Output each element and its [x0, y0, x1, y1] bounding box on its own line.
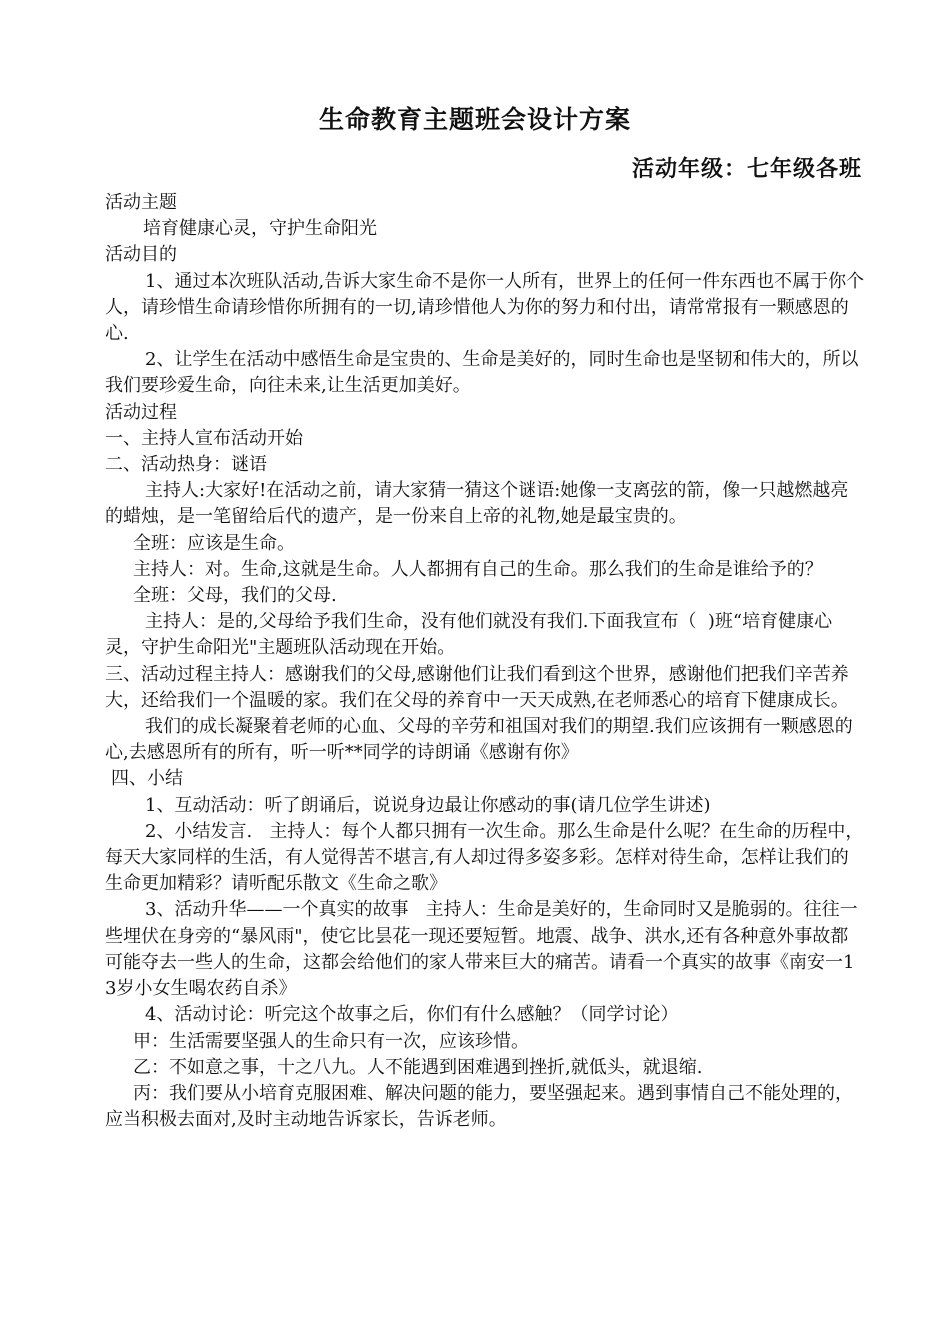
paragraph: 四、小结 — [111, 768, 183, 790]
paragraph: 活动目的 — [105, 244, 177, 266]
paragraph: 主持人:大家好!在活动之前，请大家猜一猜这个谜语:她像一支离弦的箭，像一只越燃越亮的蜡烛，是一笔留给后代的遗产，是一份来自上帝的礼物,她是最宝贵的。 — [105, 480, 849, 528]
paragraph: 全班：父母，我们的父母. — [133, 585, 337, 607]
paragraph: 二、活动热身：谜语 — [105, 454, 267, 476]
paragraph: 我们的成长凝聚着老师的心血、父母的辛劳和祖国对我们的期望.我们应该拥有一颗感恩的心,去感恩所有的所有，听一听**同学的诗朗诵《感谢有你》 — [105, 716, 853, 764]
paragraph: 3、活动升华——一个真实的故事 主持人：生命是美好的，生命同时又是脆弱的。往往一些埋伏在身旁的“暴风雨"，使它比昙花一现还要短暂。地震、战争、洪水,还有各种意外事故都可能夺去一些人的生命，这都会给他们的家人带来巨大的痛苦。请看一个真实的故事《南安一13岁小女生喝农药自杀》 — [105, 899, 858, 1000]
paragraph: 主持人：是的,父母给予我们生命，没有他们就没有我们.下面我宣布（ )班“培育健康心灵，守护生命阳光"主题班队活动现在开始。 — [105, 611, 833, 659]
paragraph: 全班：应该是生命。 — [133, 532, 295, 554]
paragraph: 1、通过本次班队活动,告诉大家生命不是你一人所有，世界上的任何一件东西也不属于你个人，请珍惜生命请珍惜你所拥有的一切,请珍惜他人为你的努力和付出，请常常报有一颗感恩的心. — [105, 270, 865, 345]
activity-grade: 活动年级：七年级各班 — [631, 156, 862, 182]
paragraph: 2、让学生在活动中感悟生命是宝贵的、生命是美好的，同时生命也是坚韧和伟大的，所以我们要珍爱生命，向往未来,让生活更加美好。 — [105, 349, 859, 397]
paragraph: 培育健康心灵，守护生命阳光 — [143, 218, 377, 240]
paragraph: 三、活动过程主持人：感谢我们的父母,感谢他们让我们看到这个世界，感谢他们把我们辛苦养大，还给我们一个温暖的家。我们在父母的养育中一天天成熟,在老师悉心的培育下健康成长。 — [105, 663, 849, 711]
paragraph: 甲：生活需要坚强人的生命只有一次，应该珍惜。 — [133, 1030, 529, 1052]
paragraph: 2、小结发言. 主持人：每个人都只拥有一次生命。那么生命是什么呢？在生命的历程中，每天大家同样的生活，有人觉得苦不堪言,有人却过得多姿多彩。怎样对待生命，怎样让我们的生命更加精彩？请听配乐散文《生命之歌》 — [105, 820, 864, 895]
paragraph: 活动主题 — [105, 192, 177, 213]
document-body — [105, 190, 865, 1133]
paragraph: 一、主持人宣布活动开始 — [105, 427, 303, 449]
paragraph: 活动过程 — [105, 401, 177, 423]
paragraph: 乙：不如意之事，十之八九。人不能遇到困难遇到挫折,就低头，就退缩. — [133, 1056, 703, 1078]
paragraph: 4、活动讨论：听完这个故事之后，你们有什么感触？（同学讨论） — [145, 1004, 679, 1026]
paragraph: 丙：我们要从小培育克服困难、解决问题的能力，要坚强起来。遇到事情自己不能处理的，应当积极去面对,及时主动地告诉家长，告诉老师。 — [105, 1082, 853, 1131]
paragraph: 1、互动活动：听了朗诵后，说说身边最让你感动的事(请几位学生讲述) — [145, 794, 711, 816]
document-title: 生命教育主题班会设计方案 — [318, 105, 631, 134]
paragraph: 主持人：对。生命,这就是生命。人人都拥有自己的生命。那么我们的生命是谁给予的？ — [133, 558, 823, 580]
